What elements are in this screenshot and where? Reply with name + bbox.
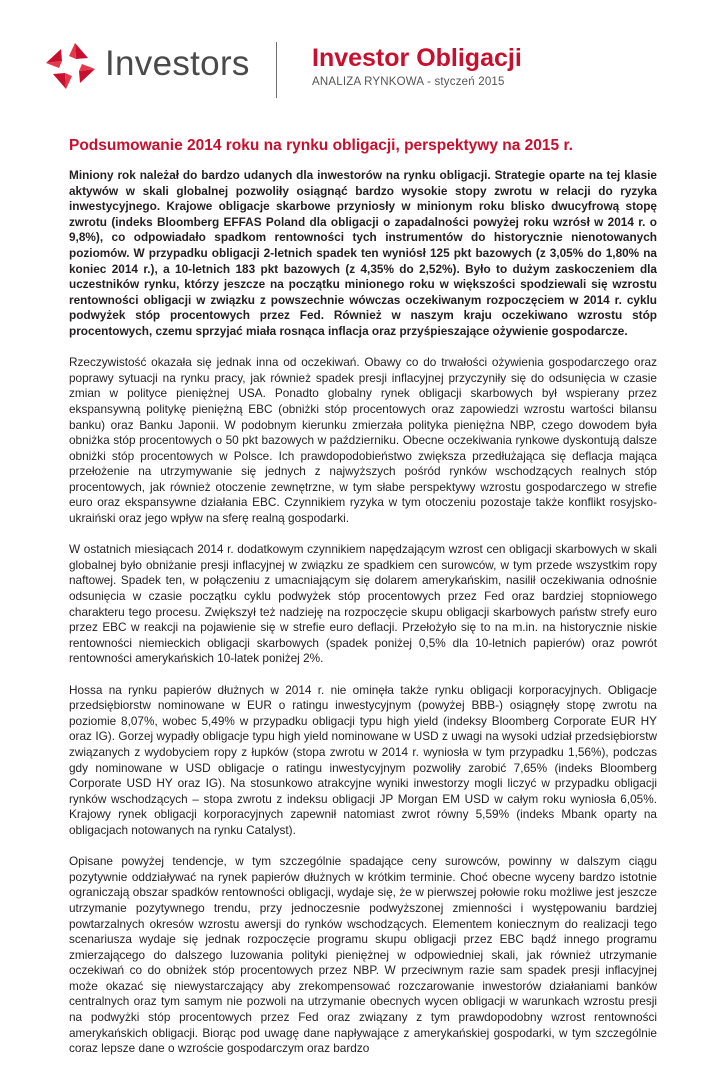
page-header xyxy=(0,0,725,110)
publication-title: Investor Obligacji xyxy=(312,44,522,72)
article-body xyxy=(69,168,657,1072)
body-paragraph: Rzeczywistość okazała się jednak inna od oczekiwań. Obawy co do trwałości ożywienia gospodarczego oraz poprawy sytuacji na rynku pracy, jak również spadek presji inflacyjnej przyczyniły się do odsunięcia w czasie zmian w polityce pieniężnej USA. Ponadto globalny rynek obligacji skarbowych był wspierany przez ekspansywną politykę pieniężną EBC (obniżki stóp procentowych oraz zapowiedzi wzrostu wartości bilansu banku) oraz Banku Japonii. W podobnym kierunku zmierzała polityka pieniężna NBP, czego dowodem była obniżka stóp procentowych o 50 pkt bazowych w październiku. Obecne oczekiwania rynkowe dyskontują dalsze obniżki stóp procentowych w Polsce. Ich prawdopodobieństwo zwiększa przedłużająca się deflacja mająca przełożenie na utrzymywanie się jednych z najwyższych pośród rynków wschodzących realnych stóp procentowych, jak również otoczenie zewnętrzne, w tym słabe perspektywy wzrostu gospodarczego w strefie euro oraz ekspansywne działania EBC. Czynnikiem ryzyka w tym otoczeniu pozostaje także konflikt rosyjsko-ukraiński oraz jego wpływ na sferę realną gospodarki. xyxy=(69,355,657,526)
investors-logo xyxy=(42,40,250,92)
brand-name: Investors xyxy=(105,44,250,83)
investors-star-logo-icon xyxy=(42,40,98,92)
lead-paragraph: Miniony rok należał do bardzo udanych dla inwestorów na rynku obligacji. Strategie oparte na tej klasie aktywów w skali globalnej pozwoliły osiągnąć bardzo wysokie stopy zwrotu w relacji do ryzyka inwestycyjnego. Krajowe obligacje skarbowe przyniosły w minionym roku blisko dwucyfrową stopę zwrotu (indeks Bloomberg EFFAS Poland dla obligacji o zapadalności powyżej roku wzrósł w 2014 r. o 9,8%), co odpowiadało spadkom rentowności tych instrumentów do historycznie nienotowanych poziomów. W przypadku obligacji 2-letnich spadek ten wyniósł 125 pkt bazowych (z 3,05% do 1,80% na koniec 2014 r.), a 10-letnich 183 pkt bazowych (z 4,35% do 2,52%). Było to dużym zaskoczeniem dla uczestników rynku, którzy jeszcze na początku minionego roku w większości spodziewali się wzrostu rentowności obligacji w związku z powszechnie wówczas oczekiwanym rozpoczęciem w 2014 r. cyklu podwyżek stóp procentowych przez Fed. Również w naszym kraju oczekiwano wzrostu stóp procentowych, czemu sprzyjać miała rosnąca inflacja oraz przyśpieszające ożywienie gospodarcze. xyxy=(69,168,657,338)
publication-subtitle: ANALIZA RYNKOWA - styczeń 2015 xyxy=(312,76,505,88)
body-paragraph: Hossa na rynku papierów dłużnych w 2014 r. nie ominęła także rynku obligacji korporacyjnych. Obligacje przedsiębiorstw nominowane w EUR o ratingu inwestycyjnym (powyżej BBB-) osiągnęły stopę zwrotu na poziomie 8,07%, wobec 5,49% w przypadku obligacji typu high yield (indeksy Bloomberg Corporate EUR HY oraz IG). Gorzej wypadły obligacje typu high yield nominowane w USD z uwagi na wysoki udział przedsiębiorstw związanych z wydobyciem ropy z łupków (stopa zwrotu w 2014 r. wyniosła w tym przypadku 1,56%), podczas gdy nominowane w USD obligacje o ratingu inwestycyjnym pozwoliły zarobić 7,65% (indeks Bloomberg Corporate USD HY oraz IG). Na stosunkowo atrakcyjne wyniki inwestorzy mogli liczyć w przypadku obligacji rynków wschodzących – stopa zwrotu z indeksu obligacji JP Morgan EM USD w całym roku wyniosła 6,05%. Krajowy rynek obligacji korporacyjnych zapewnił natomiast zwrot równy 5,59% (indeks Mbank oparty na obligacjach notowanych na rynku Catalyst). xyxy=(69,682,657,837)
body-paragraph: Opisane powyżej tendencje, w tym szczególnie spadające ceny surowców, powinny w dalszym ciągu pozytywnie oddziaływać na rynek papierów dłużnych w krótkim terminie. Choć obecne wyceny bardzo istotnie ograniczają obszar spadków rentowności obligacji, wydaje się, że w pierwszej połowie roku możliwe jest jeszcze utrzymanie pozytywnego trendu, przy jednoczesnie podwyższonej zmienności i występowaniu bardziej powtarzalnych okresów wzrostu awersji do rynków wschodzących. Elementem koniecznym do realizacji tego scenariusza wydaje się jednak rozpoczęcie programu skupu obligacji przez EBC bądź innego programu zmierzającego do dalszego luzowania polityki pieniężnej w odpowiedniej skali, jak również utrzymanie oczekiwań co do obniżek stóp procentowych przez NBP. W przeciwnym razie sam spadek presji inflacyjnej może okazać się niewystarczający aby zrekompensować rozczarowanie inwestorów działaniami banków centralnych oraz tym samym nie pozwoli na utrzymanie obecnych wycen obligacji w warunkach wzrostu presji na podwyżki stóp procentowych przez Fed oraz związany z tym prawdopodobny wzrost rentowności amerykańskich obligacji. Biorąc pod uwagę dane napływające z amerykańskiej gospodarki, w tym szczególnie coraz lepsze dane o wzroście gospodarczym oraz bardzo xyxy=(69,854,657,1056)
body-paragraph: W ostatnich miesiącach 2014 r. dodatkowym czynnikiem napędzającym wzrost cen obligacji skarbowych w skali globalnej było obniżanie presji inflacyjnej w związku ze spadkiem cen surowców, w tym przede wszystkim ropy naftowej. Spadek ten, w połączeniu z umacniającym się dolarem amerykańskim, nasilił oczekiwania odnośnie odsunięcia w czasie początku cyklu podwyżek stóp procentowych przez Fed oraz bardziej stopniowego charakteru tego procesu. Zwiększył też nadzieję na rozpoczęcie skupu obligacji skarbowych państw strefy euro przez EBC w reakcji na pojawienie się w strefie euro deflacji. Przełożyło się to na m.in. na historycznie niskie rentowności niemieckich obligacji skarbowych (spadek poniżej 0,5% dla 10-letnich papierów) oraz powrót rentowności amerykańskich 10-latek poniżej 2%. xyxy=(69,542,657,666)
article-title: Podsumowanie 2014 roku na rynku obligacji, perspektywy na 2015 r. xyxy=(69,137,573,154)
header-divider xyxy=(276,42,277,98)
